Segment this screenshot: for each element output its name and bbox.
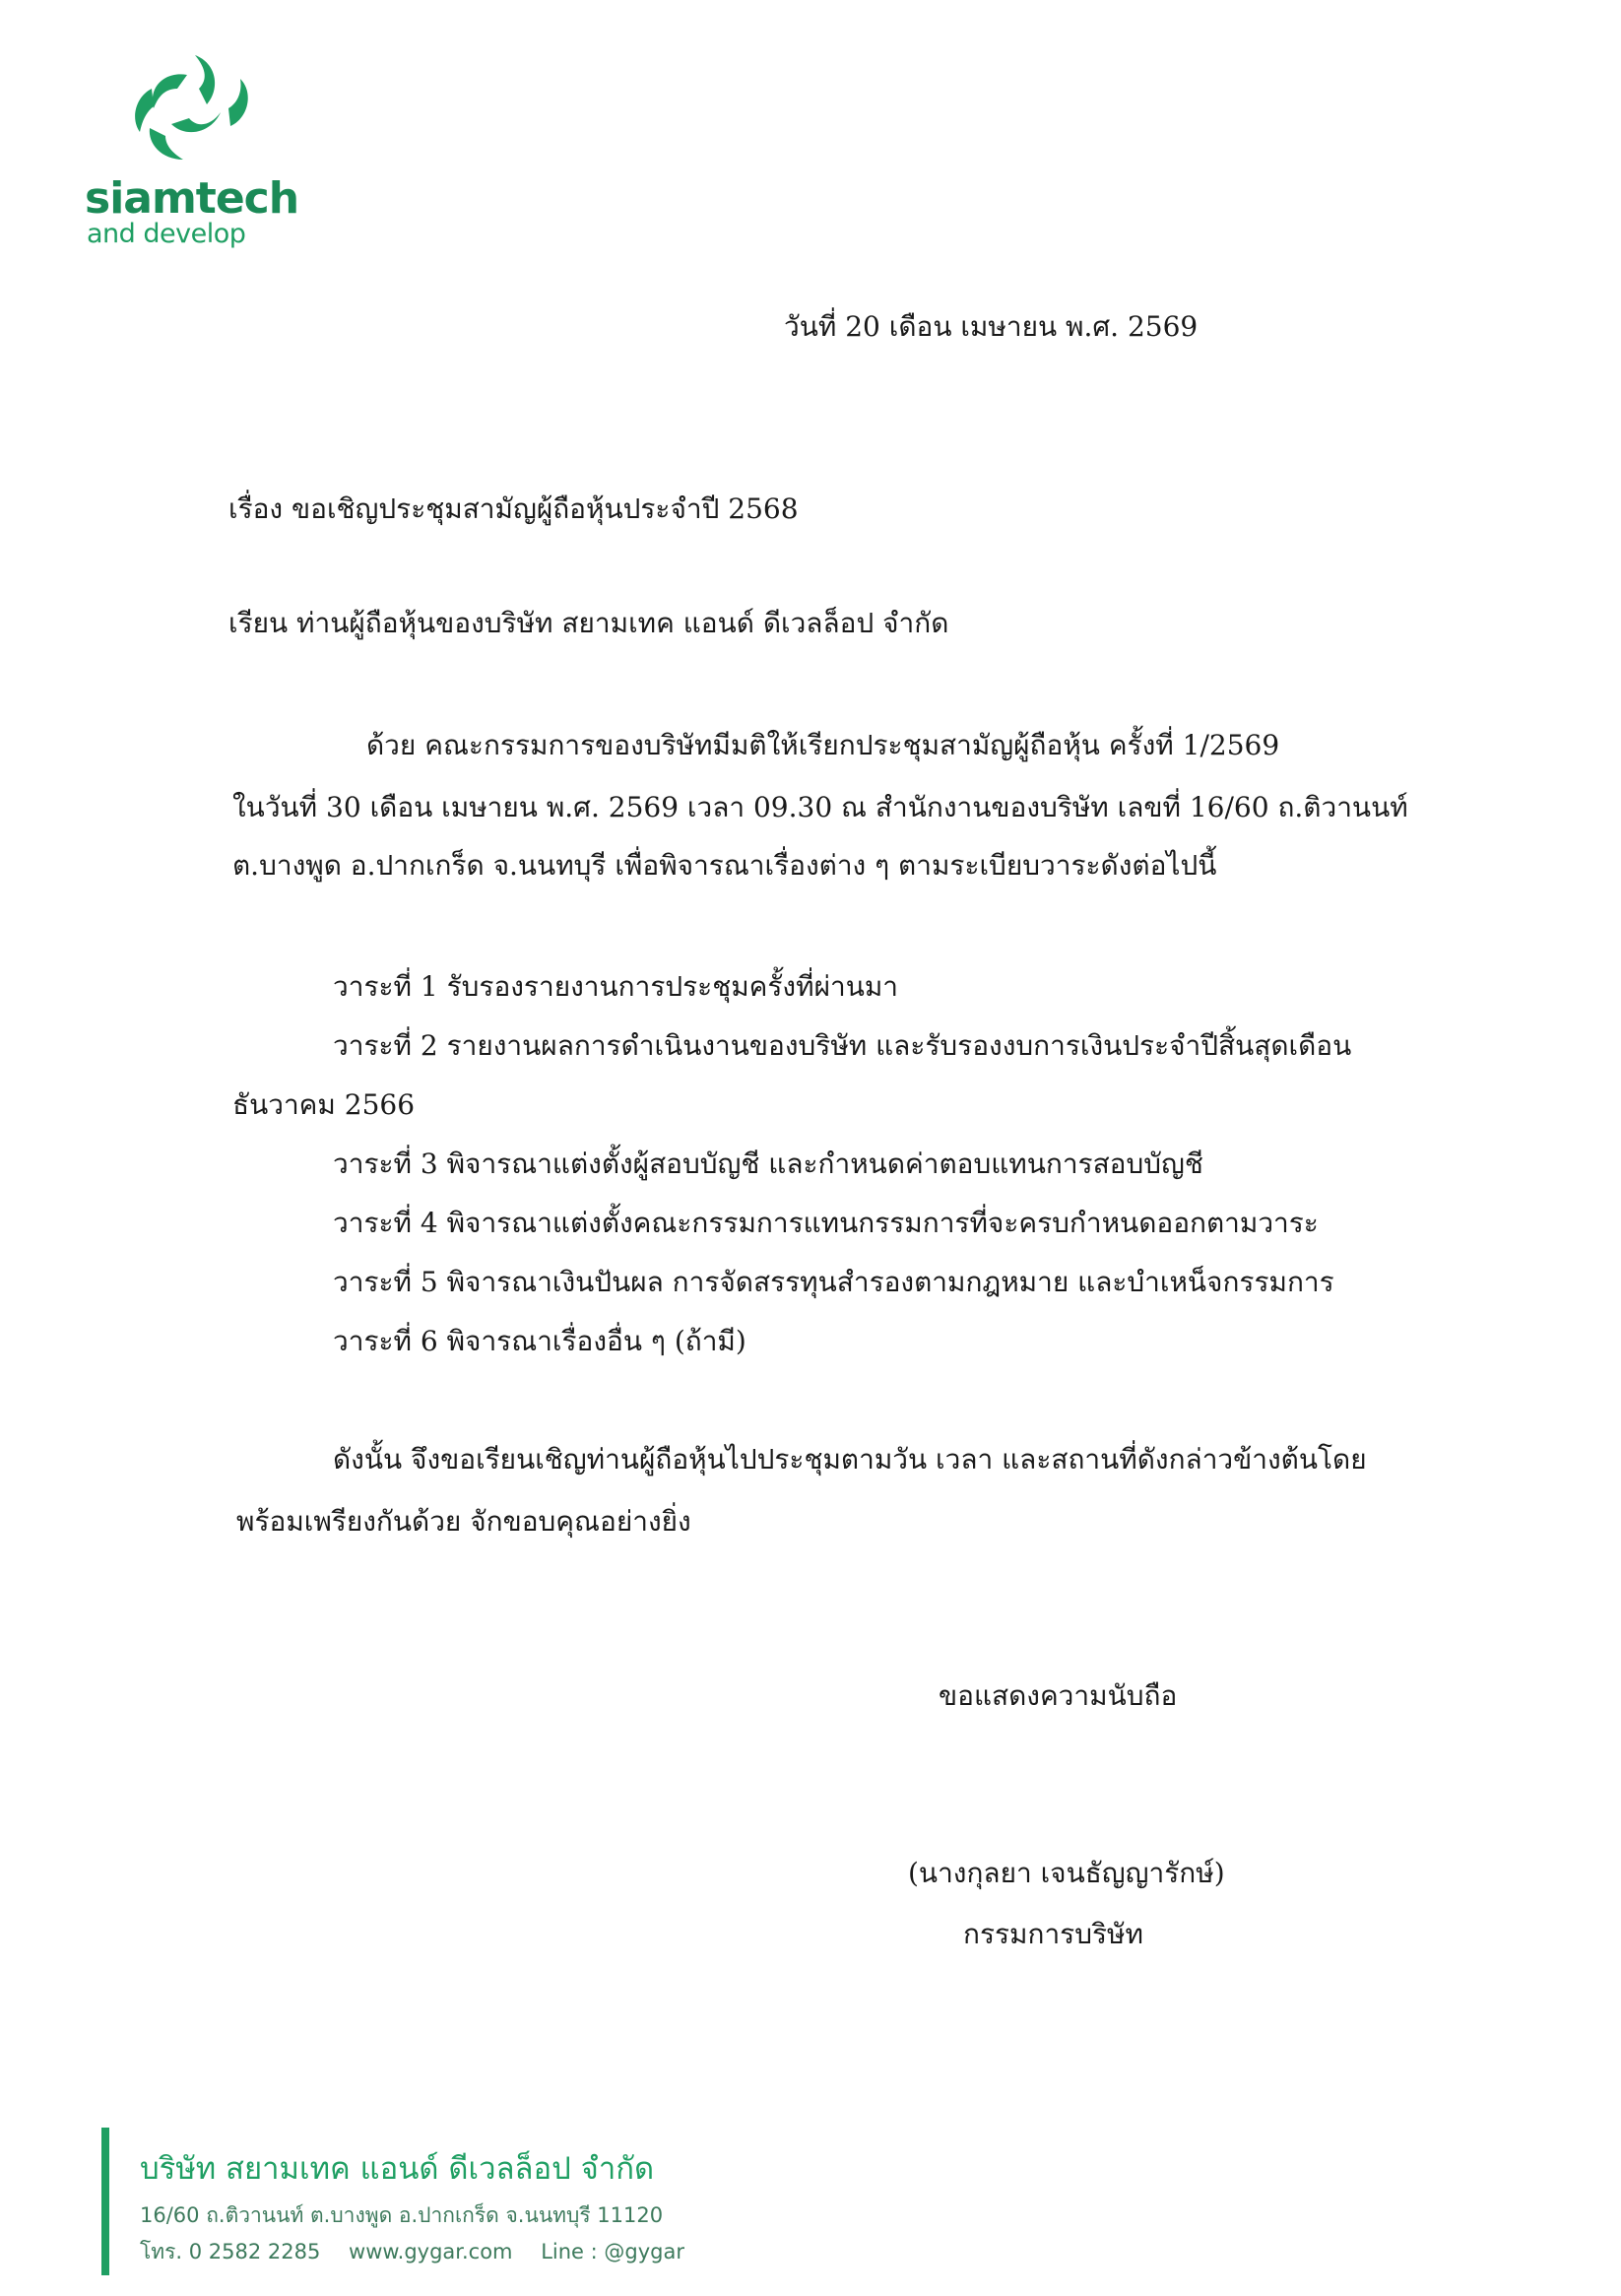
agenda-item-2: วาระที่ 2 รายงานผลการดำเนินงานของบริษัท และรับรองงบการเงินประจำปีสิ้นสุดเดือน (333, 1029, 1352, 1062)
closing-line-2: พร้อมเพรียงกันด้วย จักขอบคุณอย่างยิ่ง (236, 1505, 691, 1538)
intro-line-3: ต.บางพูด อ.ปากเกร็ด จ.นนทบุรี เพื่อพิจารณาเรื่องต่าง ๆ ตามระเบียบวาระดังต่อไปนี้ (232, 849, 1217, 882)
letter-subject: เรื่อง ขอเชิญประชุมสามัญผู้ถือหุ้นประจำปี 2568 (228, 492, 799, 525)
pinwheel-icon (118, 49, 266, 167)
intro-line-2: ในวันที่ 30 เดือน เมษายน พ.ศ. 2569 เวลา 09.30 ณ สำนักงานของบริษัท เลขที่ 16/60 ถ.ติวานนท์ (232, 791, 1408, 823)
agenda-item-2-cont: ธันวาคม 2566 (232, 1088, 416, 1121)
company-logo (85, 49, 299, 249)
agenda-item-6: วาระที่ 6 พิจารณาเรื่องอื่น ๆ (ถ้ามี) (333, 1325, 746, 1357)
letter-salutation: เรียน ท่านผู้ถือหุ้นของบริษัท สยามเทค แอนด์ ดีเวลล็อป จำกัด (228, 607, 949, 639)
logo-subtitle: and develop (87, 219, 246, 249)
agenda-item-1: วาระที่ 1 รับรองรายงานการประชุมครั้งที่ผ่านมา (333, 970, 899, 1003)
agenda-item-3: วาระที่ 3 พิจารณาแต่งตั้งผู้สอบบัญชี และกำหนดค่าตอบแทนการสอบบัญชี (333, 1148, 1203, 1180)
signer-title: กรรมการบริษัท (963, 1918, 1143, 1950)
footer-website[interactable]: www.gygar.com (349, 2240, 513, 2263)
footer-accent-bar (101, 2128, 109, 2275)
footer-contact (140, 2236, 706, 2268)
letter-date: วันที่ 20 เดือน เมษายน พ.ศ. 2569 (784, 310, 1199, 343)
footer-company-name: บริษัท สยามเทค แอนด์ ดีเวลล็อป จำกัด (140, 2151, 655, 2187)
signer-name: (นางกุลยา เจนธัญญารักษ์) (908, 1857, 1225, 1889)
closing-line-1: ดังนั้น จึงขอเรียนเชิญท่านผู้ถือหุ้นไปประชุมตามวัน เวลา และสถานที่ดังกล่าวข้างต้นโดย (333, 1443, 1367, 1476)
intro-line-1: ด้วย คณะกรรมการของบริษัทมีมติให้เรียกประชุมสามัญผู้ถือหุ้น ครั้งที่ 1/2569 (366, 729, 1280, 761)
regards: ขอแสดงความนับถือ (939, 1679, 1178, 1712)
logo-wordmark: siamtech (85, 173, 299, 224)
footer-address: 16/60 ถ.ติวานนท์ ต.บางพูด อ.ปากเกร็ด จ.นนทบุรี 11120 (140, 2203, 664, 2227)
agenda-item-5: วาระที่ 5 พิจารณาเงินปันผล การจัดสรรทุนสำรองตามกฎหมาย และบำเหน็จกรรมการ (333, 1266, 1334, 1298)
agenda-item-4: วาระที่ 4 พิจารณาแต่งตั้งคณะกรรมการแทนกรรมการที่จะครบกำหนดออกตามวาระ (333, 1207, 1319, 1239)
footer-phone: โทร. 0 2582 2285 (140, 2240, 321, 2263)
footer-line-id: Line : @gygar (541, 2240, 684, 2263)
